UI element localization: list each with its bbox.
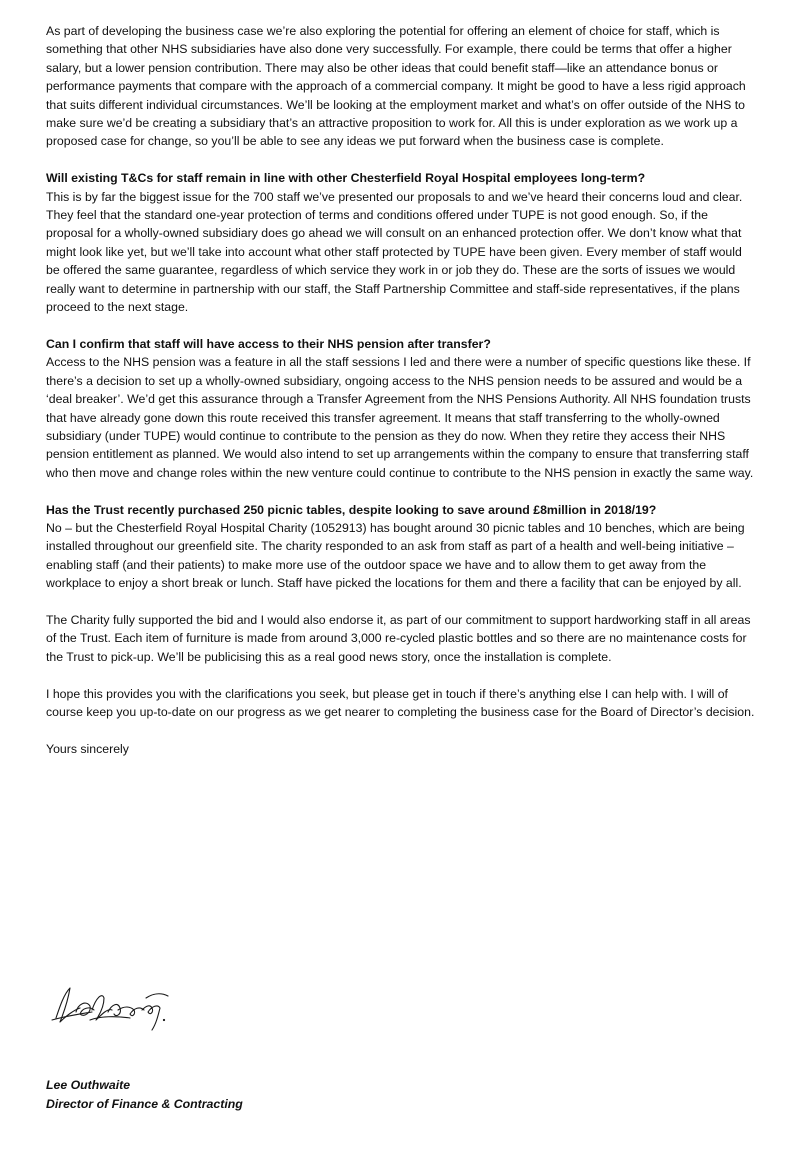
sign-off: Yours sincerely (46, 741, 129, 756)
question-heading-picnic-tables: Has the Trust recently purchased 250 picnic tables, despite looking to save around £8million in 2018/19? (46, 502, 657, 517)
letter-body (46, 22, 758, 758)
intro-paragraph: As part of developing the business case we’re also exploring the potential for offering an element of choice for staff, which is something that other NHS subsidiaries have also done very successfully. For example, there could be terms that offer a higher salary, but a lower pension contribution. There may also be other ideas that could benefit staff—like an attendance bonus or performance payments that compare with the approach of a commercial company. It might be good to have a less rigid approach that suits different individual circumstances. We’ll be looking at the employment market and what’s on offer outside of the NHS to make sure we’d be creating a subsidiary that’s an attractive proposition to work for. All this is under exploration as we work up a proposed case for change, so you’ll be able to see any ideas we put forward when the business case is complete. (46, 24, 746, 149)
signatory-name: Lee Outhwaite (46, 1078, 131, 1092)
charity-paragraph: The Charity fully supported the bid and I would also endorse it, as part of our commitment to support hardworking staff in all areas of the Trust. Each item of furniture is made from around 3,000 re-cycled plastic bottles and so there are no maintenance costs for the Trust to pick-up. We’ll be publicising this as a real good news story, once the installation is complete. (46, 612, 751, 664)
question-section-pension (46, 335, 758, 482)
answer-paragraph-picnic-tables: No – but the Chesterfield Royal Hospital Charity (1052913) has bought around 30 picnic tables and 10 benches, which are being installed throughout our greenfield site. The charity responded to an ask from staff as part of a health and well-being initiative – enabling staff (and their patients) to make more use of the outdoor space we have and to allow them to get away from the workplace to enjoy a short break or lunch. Staff have picked the locations for them and there a facility that can be enjoyed by all. (46, 520, 745, 591)
question-heading-pension: Can I confirm that staff will have access to their NHS pension after transfer? (46, 336, 491, 351)
question-section-picnic-tables (46, 501, 758, 593)
question-section-tcs (46, 169, 758, 316)
question-heading-tcs: Will existing T&Cs for staff remain in line with other Chesterfield Royal Hospital employees long-term? (46, 171, 646, 186)
handwritten-signature (46, 976, 176, 1036)
closing-paragraph: I hope this provides you with the clarifications you seek, but please get in touch if there’s anything else I can help with. I will of course keep you up-to-date on our progress as we get nearer to completing the business case for the Board of Director’s decision. (46, 686, 755, 719)
answer-paragraph-tcs: This is by far the biggest issue for the 700 staff we’ve presented our proposals to and we’ve heard their concerns loud and clear. They feel that the standard one-year protection of terms and conditions offered under TUPE is not good enough. So, if the proposal for a wholly-owned subsidiary does go ahead we will consult on an enhanced protection offer. We don’t know what that might look like yet, but we’ll take into account what other staff protected by TUPE have been given. Every member of staff would be offered the same guarantee, regardless of which service they work in or job they do. These are the sorts of issues we would really want to determine in partnership with our staff, the Staff Partnership Committee and staff-side representatives, if the plans proceed to the next stage. (46, 189, 743, 315)
answer-paragraph-pension: Access to the NHS pension was a feature in all the staff sessions I led and there were a number of specific questions like these. If there’s a decision to set up a wholly-owned subsidiary, ongoing access to the NHS pension needs to be assured and would be a ‘deal breaker’. We’d get this assurance through a Transfer Agreement from the NHS Pensions Authority. All NHS foundation trusts that have already gone down this route received this transfer agreement. It means that staff transferring to the wholly-owned subsidiary (under TUPE) would continue to contribute to the pension as they do now. When they retire they access their NHS pension entitlement as planned. We would also intend to set up arrangements within the company to ensure that transferring staff who then move and change roles within the new venture could continue to contribute to the NHS pension in exactly the same way. (46, 355, 754, 480)
signatory-title: Director of Finance & Contracting (46, 1097, 243, 1111)
